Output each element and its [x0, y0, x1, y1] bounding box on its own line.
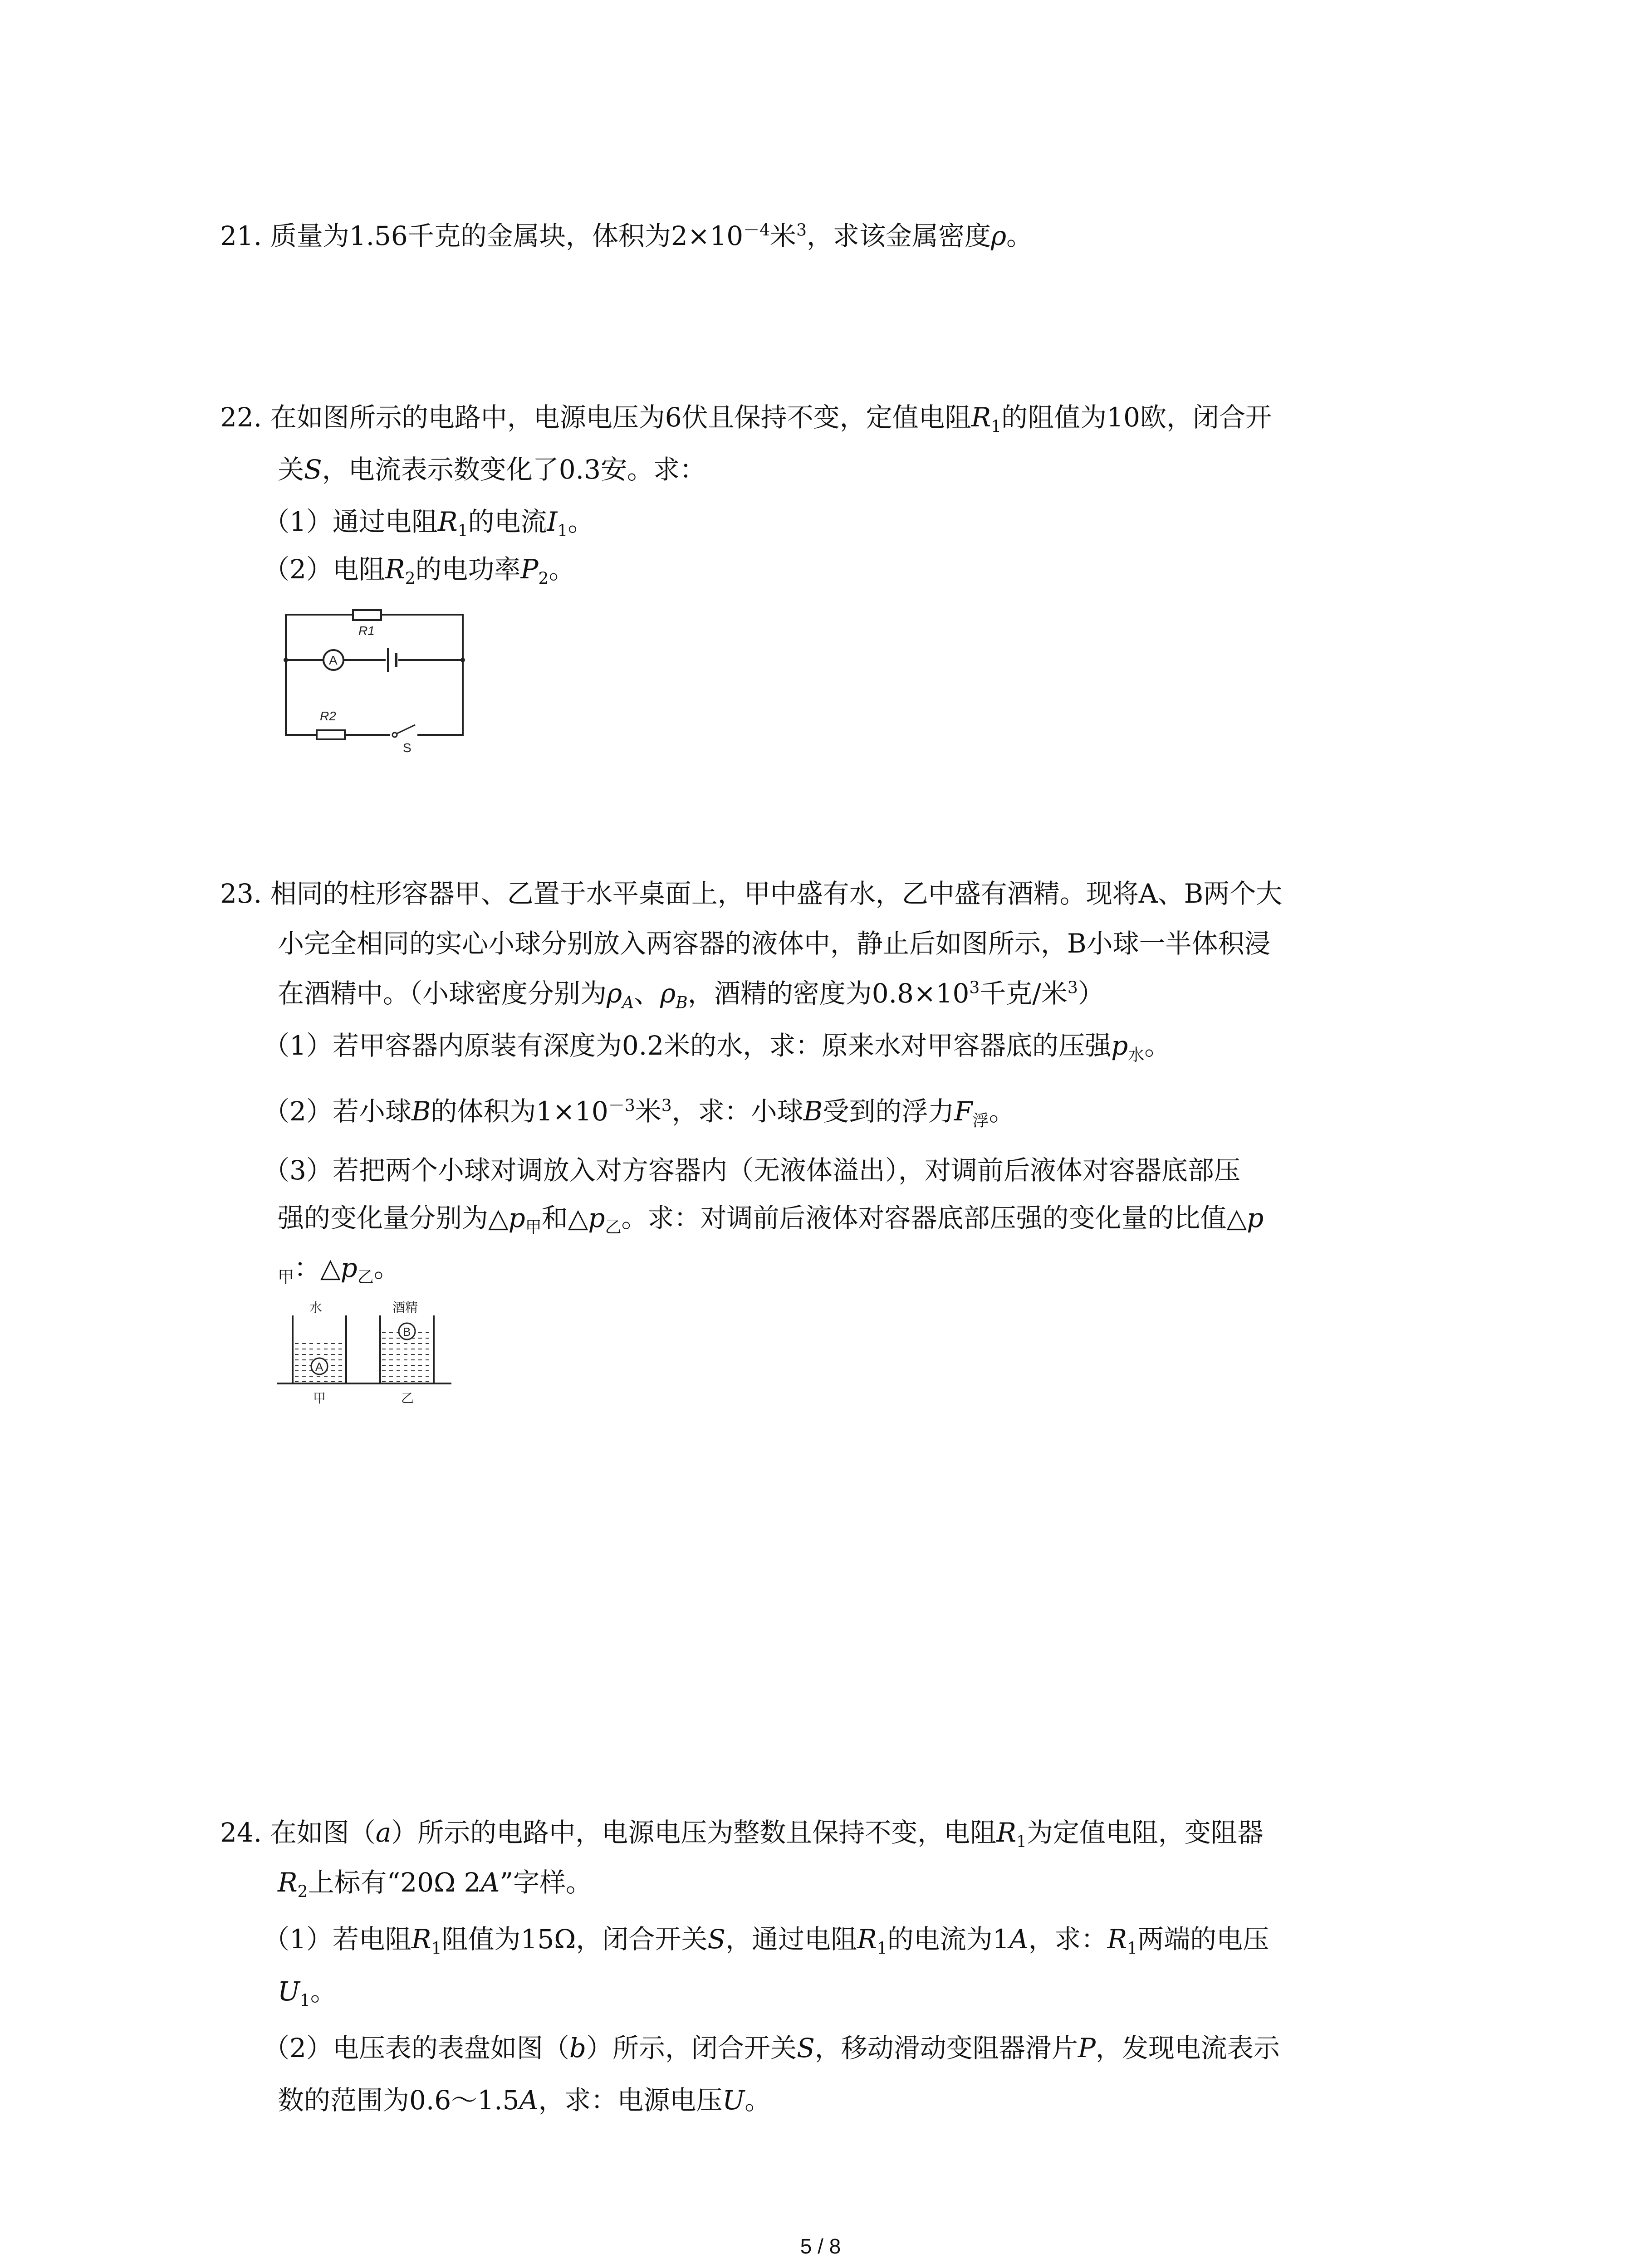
q23-text-1: 相同的柱形容器甲、乙置于水平桌面上，甲中盛有水，乙中盛有酒精。现将A、B两个大: [270, 878, 1283, 909]
water-label: 水: [309, 1300, 323, 1315]
ball-a-label: A: [315, 1360, 323, 1374]
page-number: 5 / 8: [800, 2234, 841, 2258]
node-right: [460, 658, 465, 662]
ball-b-label: B: [403, 1325, 411, 1339]
q24-part-1-line-2: $U_1$。: [278, 1976, 337, 2010]
q21-line: [220, 218, 1033, 254]
q22-line-1: [220, 399, 1272, 435]
q23-containers-diagram: [272, 1297, 463, 1406]
r2-label: R2: [320, 709, 336, 723]
q21-text: 质量为1.56千克的金属块，体积为$2\times 10^{-4}$米$^3$，求该金属密度ρ。: [270, 220, 1033, 251]
q23-line-3: 在酒精中。（小球密度分别为$\rho_A$、$\rho_B$，酒精的密度为$0.8\times 10^3$千克/米$^3$）: [278, 978, 1104, 1012]
yi-label: 乙: [401, 1391, 414, 1405]
q24-text: 在如图（a）所示的电路中，电源电压为整数且保持不变，电阻$R_1$为定值电阻，变阻器: [270, 1817, 1264, 1852]
q24-part-2-line-1: （2）电压表的表盘如图（b）所示，闭合开关S，移动滑动变阻器滑片P，发现电流表示: [263, 2033, 1280, 2063]
r2-resistor: [317, 730, 345, 739]
switch-label: S: [403, 741, 411, 753]
q23-number: 23.: [220, 878, 262, 909]
q22-line-2: 关S，电流表示数变化了0.3安。求：: [278, 454, 706, 485]
q22-part-2: （2）电阻$R_2$的电功率$P_2$。: [263, 554, 575, 588]
q23-line-1: [220, 875, 1282, 912]
q23-part-2: （2）若小球B的体积为$1\times 10^{-3}$米$^3$，求：小球B受到的浮力$F_浮$。: [263, 1096, 1015, 1130]
q23-part-3-line-3: $_甲$：$\triangle p_乙$。: [278, 1252, 400, 1287]
q24-line-2: $R_2$上标有“20Ω 2A”字样。: [278, 1867, 593, 1901]
q24-part-2-line-2: 数的范围为0.6～1.5A，求：电源电压U。: [278, 2085, 771, 2116]
q24-number: 24.: [220, 1817, 262, 1848]
q22-part-1: （1）通过电阻$R_1$的电流$I_1$。: [263, 506, 594, 541]
r1-label: R1: [358, 624, 375, 638]
jia-label: 甲: [313, 1391, 326, 1405]
q23-line-2: 小完全相同的实心小球分别放入两容器的液体中，静止后如图所示，B小球一半体积浸: [278, 928, 1271, 959]
q22-circuit-diagram: [272, 599, 481, 753]
q24-part-1-line-1: （1）若电阻$R_1$阻值为15Ω，闭合开关S，通过电阻$R_1$的电流为1A，求：$R_1$两端的电压: [263, 1924, 1269, 1958]
q23-part-3-line-2: 强的变化量分别为$\triangle p_甲$和$\triangle p_乙$。求：对调前后液体对容器底部压强的变化量的比值△p: [278, 1202, 1264, 1237]
q21-number: 21.: [220, 220, 262, 251]
ammeter-label: A: [329, 653, 338, 667]
r1-resistor: [353, 610, 381, 620]
q23-part-1: （1）若甲容器内原装有深度为0.2米的水，求：原来水对甲容器底的压强$p_水$。: [263, 1030, 1171, 1065]
q22-text: 在如图所示的电路中，电源电压为6伏且保持不变，定值电阻$R_1$的阻值为10欧，闭合开: [270, 402, 1272, 436]
q24-line-1: [220, 1814, 1264, 1851]
q22-number: 22.: [220, 402, 262, 433]
q23-part-3-line-1: （3）若把两个小球对调放入对方容器内（无液体溢出），对调前后液体对容器底部压: [263, 1155, 1240, 1186]
node-left: [284, 658, 288, 662]
alcohol-label: 酒精: [392, 1300, 418, 1315]
